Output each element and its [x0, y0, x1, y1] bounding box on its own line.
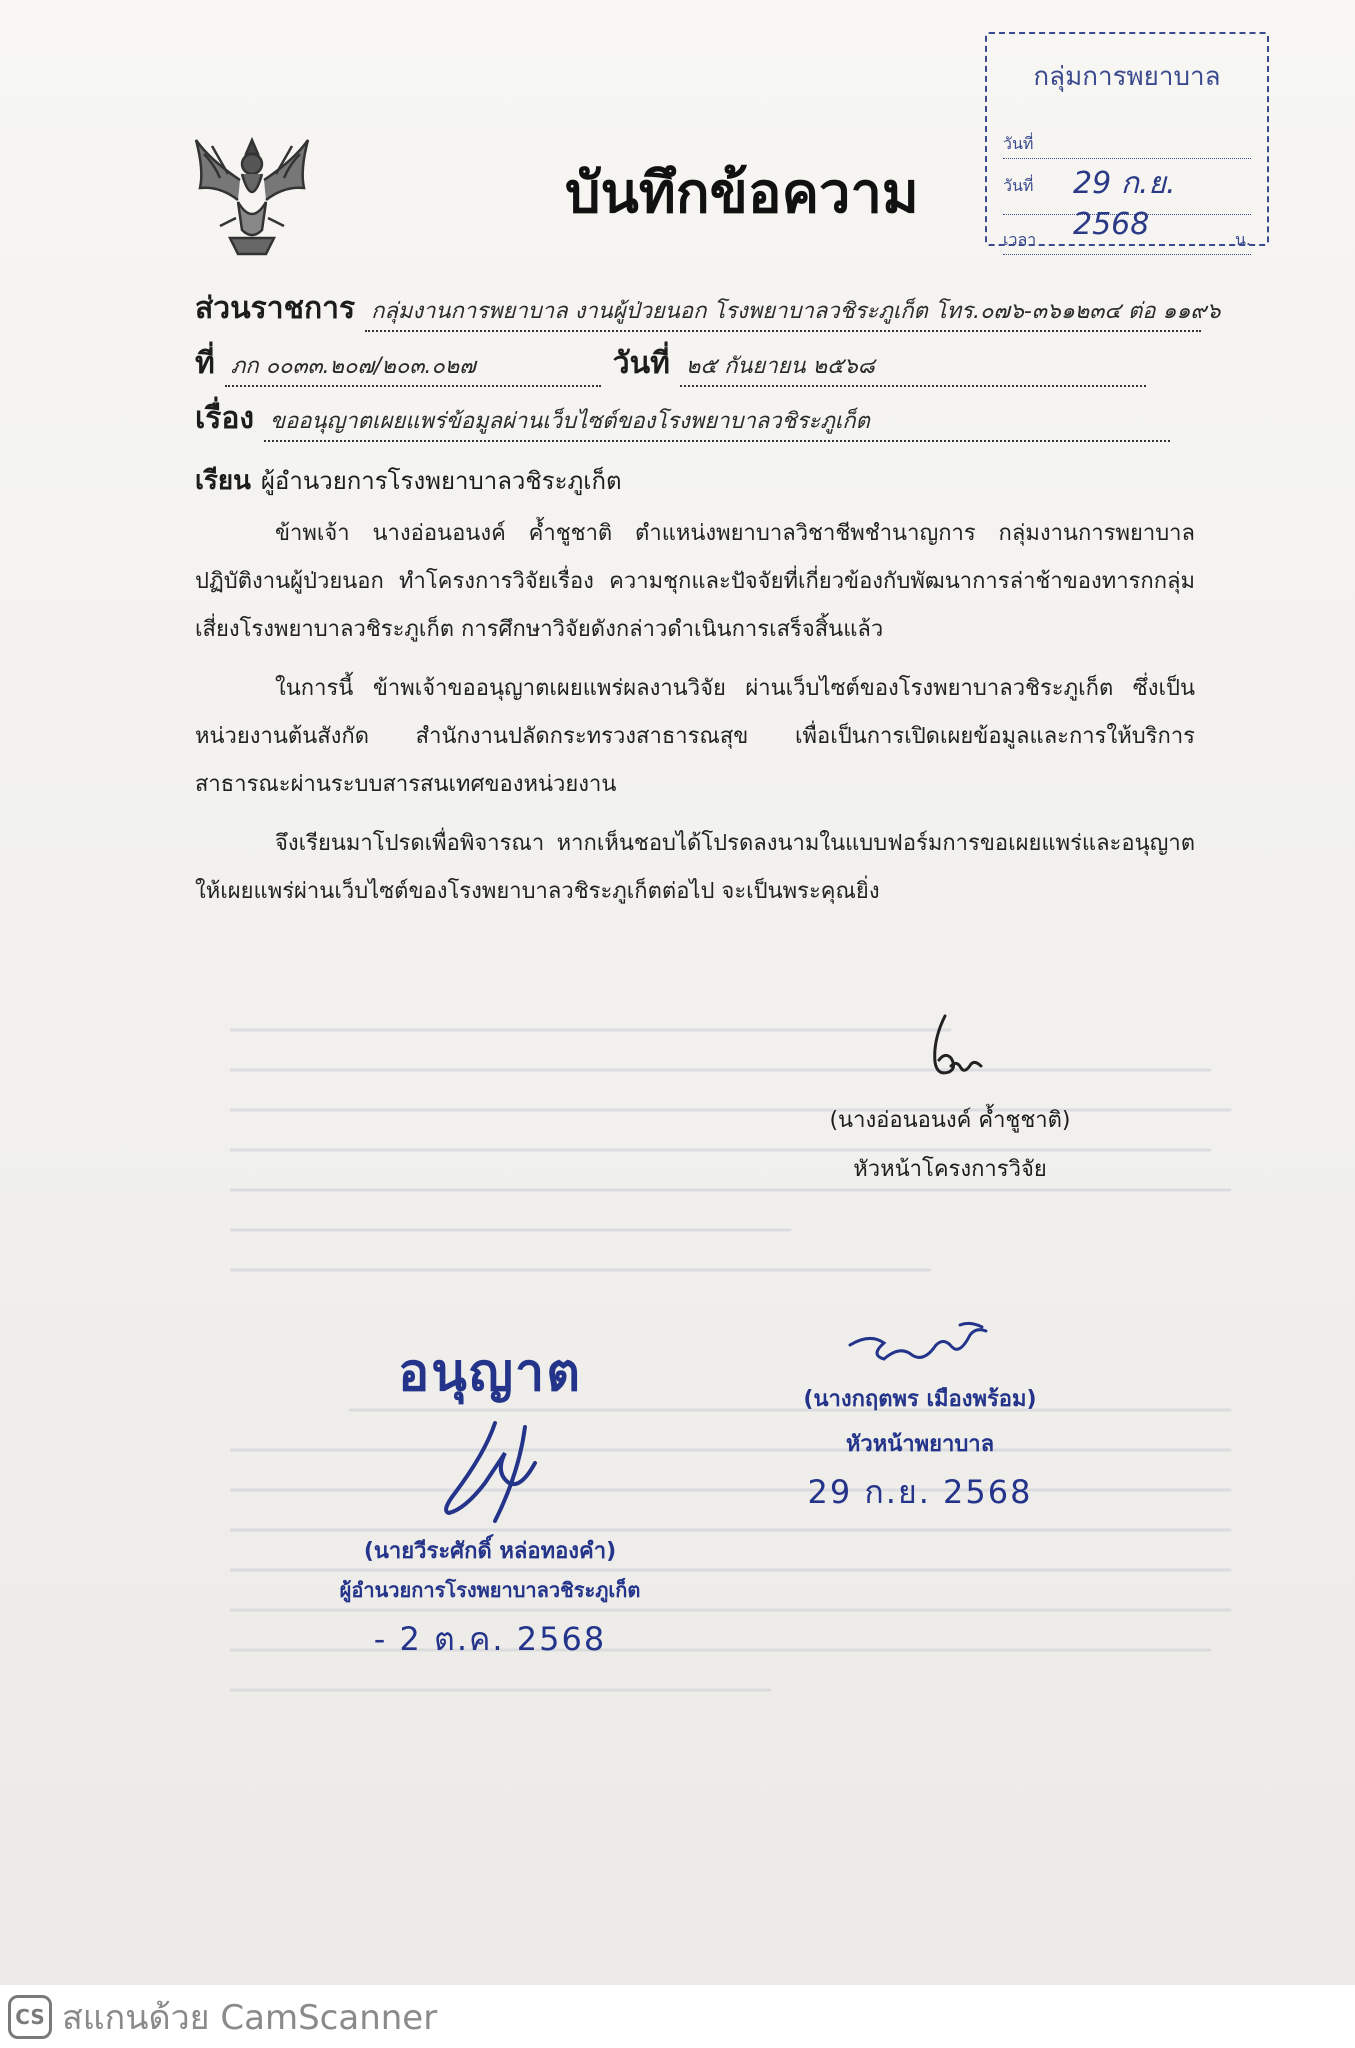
paragraph-text: จึงเรียนมาโปรดเพื่อพิจารณา หากเห็นชอบได้โปรดลงนามในแบบฟอร์มการขอเผยแพร่และอนุญาตให้เผยแพร่ผ่านเว็บไซต์ของโรงพยาบาลวชิระภูเก็ตต่อไป จะเป็นพระคุณยิ่ง [195, 831, 1195, 904]
memo-title: บันทึกข้อความ [565, 160, 919, 226]
stamp-row-received [1003, 132, 1251, 159]
stamp-row-label: วันที่ [1003, 134, 1034, 153]
researcher-signature [905, 1010, 995, 1090]
garuda-emblem-icon [190, 130, 315, 260]
date-value: ๒๕ กันยายน ๒๕๖๘ [680, 348, 1146, 387]
stamp-row-time [1003, 228, 1251, 255]
researcher-position: หัวหน้าโครงการวิจัย [853, 1157, 1047, 1182]
reference-value: ภก ๐๐๓๓.๒๐๗/๒๐๓.๐๒๗ [225, 348, 601, 387]
stamp-date-value: 29 ก.ย. 2568 [1073, 166, 1176, 242]
body-paragraph [195, 665, 1195, 809]
body-paragraph [195, 820, 1195, 916]
subject-value: ขออนุญาตเผยแพร่ข้อมูลผ่านเว็บไซต์ของโรงพยาบาลวชิระภูเก็ต [264, 403, 1170, 442]
director-position: ผู้อำนวยการโรงพยาบาลวชิระภูเก็ต [339, 1578, 641, 1602]
department-label: ส่วนราชการ [195, 291, 356, 326]
reference-date-field [195, 340, 1146, 387]
paragraph-text: ข้าพเจ้า นางอ่อนอนงค์ ค้ำชูชาติ ตำแหน่งพยาบาลวิชาชีพชำนาญการ กลุ่มงานการพยาบาล ปฏิบัติงานผู้ป่วยนอก ทำโครงการวิจัยเรื่อง ความชุกและปัจจัยที่เกี่ยวข้องกับพัฒนาการล่าช้าของทารกกลุ่มเสี่ยงโรงพยาบาลวชิระภูเก็ต การศึกษาวิจัยดังกล่าวดำเนินการเสร็จสิ้นแล้ว [195, 521, 1195, 642]
receipt-stamp [985, 32, 1269, 249]
department-value: กลุ่มงานการพยาบาล งานผู้ป่วยนอก โรงพยาบาลวชิระภูเก็ต โทร.๐๗๖-๓๖๑๒๓๔ ต่อ ๑๑๙๖ [365, 293, 1201, 332]
head-nurse-position: หัวหน้าพยาบาล [845, 1432, 995, 1457]
subject-field [195, 395, 1170, 442]
researcher-signature-block [800, 1010, 1100, 1186]
stamp-row-label: เวลา [1003, 230, 1037, 249]
director-date: - 2 ต.ค. 2568 [373, 1620, 607, 1658]
director-signature [425, 1413, 555, 1533]
director-name: (นายวีระศักดิ์ หล่อทองคำ) [363, 1539, 617, 1564]
head-nurse-signature [840, 1315, 1000, 1375]
date-label: วันที่ [612, 346, 670, 381]
reference-label: ที่ [195, 346, 215, 381]
addressee-label: เรียน [195, 466, 251, 496]
addressee-field [195, 460, 622, 501]
stamp-time-suffix: น. [1234, 230, 1251, 249]
department-field [195, 285, 1221, 332]
head-nurse-date: 29 ก.ย. 2568 [807, 1473, 1033, 1511]
approval-text: อนุญาต [397, 1342, 583, 1403]
head-nurse-signature-block [770, 1315, 1070, 1518]
camscanner-logo-icon: CS [8, 1995, 52, 2039]
subject-label: เรื่อง [195, 401, 255, 436]
scanner-watermark-text: สแกนด้วย CamScanner [62, 1997, 438, 2038]
paragraph-text: ในการนี้ ข้าพเจ้าขออนุญาตเผยแพร่ผลงานวิจัย ผ่านเว็บไซต์ของโรงพยาบาลวชิระภูเก็ต ซึ่งเป็นหน่วยงานต้นสังกัด สำนักงานปลัดกระทรวงสาธารณสุข เพื่อเป็นการเปิดเผยข้อมูลและการให้บริการสาธารณะผ่านระบบสารสนเทศของหน่วยงาน [195, 676, 1195, 797]
body-paragraph [195, 510, 1195, 654]
addressee-value: ผู้อำนวยการโรงพยาบาลวชิระภูเก็ต [260, 467, 622, 495]
director-approval-block [300, 1330, 680, 1665]
scanner-watermark-bar [0, 1985, 1355, 2048]
head-nurse-name: (นางกฤตพร เมืองพร้อม) [803, 1387, 1037, 1412]
stamp-row-label: วันที่ [1003, 176, 1034, 195]
stamp-title: กลุ่มการพยาบาล [1033, 62, 1221, 92]
researcher-name: (นางอ่อนอนงค์ ค้ำชูชาติ) [829, 1108, 1071, 1133]
